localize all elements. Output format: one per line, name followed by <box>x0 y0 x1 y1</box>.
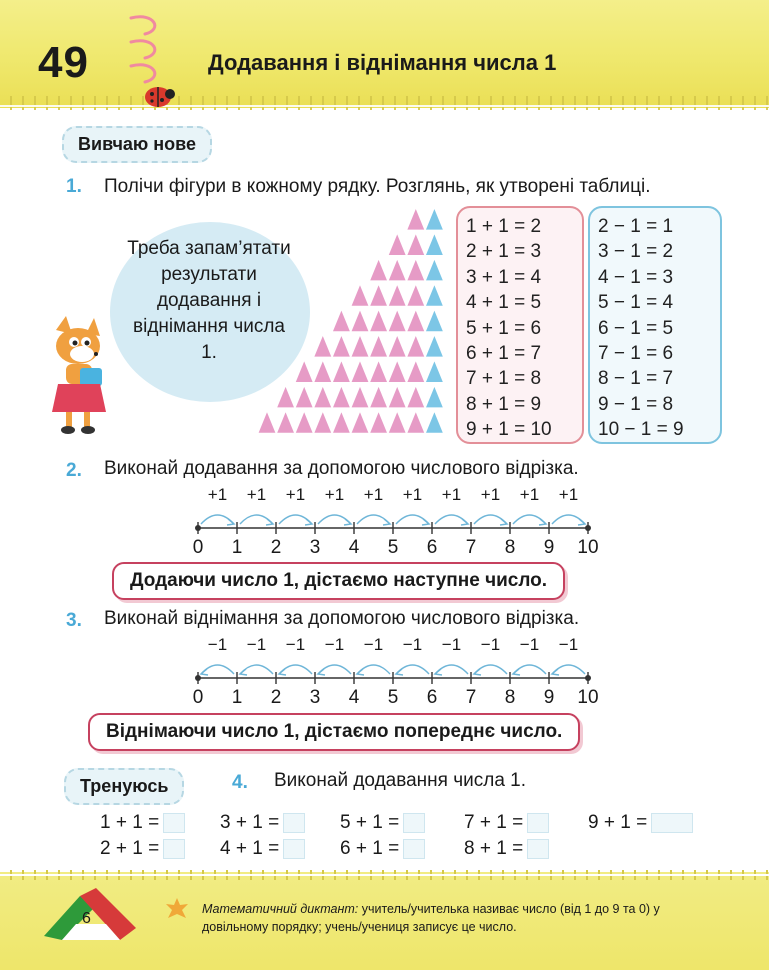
step-label: +1 <box>324 485 345 504</box>
step-label: −1 <box>558 635 579 654</box>
addition-equation: 6 + 1 = 7 <box>466 343 542 365</box>
number-line-label: 5 <box>387 687 399 706</box>
blue-triangle <box>425 411 443 433</box>
subtraction-equation: 10 − 1 = 9 <box>598 419 684 441</box>
exercise-expression: 9 + 1 = <box>588 812 648 833</box>
task-3-text: Виконай віднімання за допомогою числового відрізка. <box>104 608 580 629</box>
ladybug-icon <box>140 82 176 108</box>
pink-triangle <box>388 284 406 306</box>
exercise-item <box>588 812 693 834</box>
page-number: 6 <box>82 910 91 927</box>
lesson-number: 49 <box>38 38 89 87</box>
addition-equation: 4 + 1 = 5 <box>466 292 542 314</box>
answer-box[interactable] <box>163 813 185 833</box>
fox-character-icon <box>46 316 116 436</box>
pink-triangle <box>407 335 425 357</box>
footer-ruler <box>0 870 769 884</box>
pink-triangle <box>370 310 388 332</box>
step-label: −1 <box>363 635 384 654</box>
step-label: −1 <box>441 635 462 654</box>
leaf-icon <box>164 896 190 922</box>
pink-triangle <box>295 411 313 433</box>
pink-triangle <box>388 335 406 357</box>
step-label: −1 <box>207 635 228 654</box>
header-ruler <box>0 96 769 114</box>
pink-triangle <box>370 284 388 306</box>
step-label: +1 <box>402 485 423 504</box>
blue-triangle <box>425 233 443 255</box>
subtraction-equation: 5 − 1 = 4 <box>598 292 674 314</box>
exercise-expression: 6 + 1 = <box>340 838 400 859</box>
exercise-expression: 3 + 1 = <box>220 812 280 833</box>
subtraction-equation: 8 − 1 = 7 <box>598 368 674 390</box>
task-2-number: 2. <box>66 460 82 481</box>
number-line-label: 8 <box>504 537 516 556</box>
number-line-label: 0 <box>192 687 204 706</box>
subtraction-equation: 4 − 1 = 3 <box>598 266 674 288</box>
exercise-item <box>220 812 305 834</box>
pink-triangle <box>295 360 313 382</box>
pink-triangle <box>295 386 313 408</box>
exercise-expression: 2 + 1 = <box>100 838 160 859</box>
exercise-item <box>220 838 305 860</box>
page-title: Додавання і віднімання числа 1 <box>208 50 557 75</box>
pink-triangle <box>351 386 369 408</box>
exercise-item <box>464 838 549 860</box>
step-label: −1 <box>246 635 267 654</box>
exercise-expression: 1 + 1 = <box>100 812 160 833</box>
exercise-item <box>340 812 425 834</box>
step-label: +1 <box>363 485 384 504</box>
pink-triangle <box>332 335 350 357</box>
pink-triangle <box>351 360 369 382</box>
number-line-label: 7 <box>465 687 477 706</box>
task-1-number: 1. <box>66 176 82 197</box>
number-line-label: 5 <box>387 537 399 556</box>
pink-triangle <box>314 411 332 433</box>
number-line-label: 2 <box>270 687 282 706</box>
step-label: −1 <box>324 635 345 654</box>
answer-box[interactable] <box>283 813 305 833</box>
number-line-label: 4 <box>348 537 360 556</box>
blue-triangle <box>425 310 443 332</box>
exercise-expression: 5 + 1 = <box>340 812 400 833</box>
number-line-label: 7 <box>465 537 477 556</box>
pink-triangle <box>314 360 332 382</box>
triangle-rows <box>258 206 448 442</box>
exercise-item <box>464 812 549 834</box>
task-4-text: Виконай додавання числа 1. <box>274 770 527 791</box>
pink-triangle <box>370 259 388 281</box>
addition-equation: 3 + 1 = 4 <box>466 266 542 288</box>
pink-triangle <box>407 233 425 255</box>
subtraction-equation: 3 − 1 = 2 <box>598 241 674 263</box>
exercise-item <box>340 838 425 860</box>
pink-triangle <box>351 310 369 332</box>
pink-triangle <box>332 360 350 382</box>
number-line-label: 10 <box>577 537 599 556</box>
step-label: +1 <box>519 485 540 504</box>
pink-triangle <box>332 386 350 408</box>
number-line-label: 8 <box>504 687 516 706</box>
pink-triangle <box>332 310 350 332</box>
addition-equation: 2 + 1 = 3 <box>466 241 542 263</box>
pink-triangle <box>351 284 369 306</box>
pink-triangle <box>332 411 350 433</box>
speech-bubble-text: Треба запам’ятати результати додавання і віднімання числа 1. <box>127 238 291 363</box>
exercise-item <box>100 812 185 834</box>
answer-box[interactable] <box>283 839 305 859</box>
exercise-expression: 4 + 1 = <box>220 838 280 859</box>
number-line-label: 10 <box>577 687 599 706</box>
subtraction-equation: 6 − 1 = 5 <box>598 317 674 339</box>
step-label: +1 <box>558 485 579 504</box>
pink-triangle <box>388 411 406 433</box>
rule-addition: Додаючи число 1, дістаємо наступне число. <box>112 562 565 600</box>
number-line-label: 2 <box>270 537 282 556</box>
subtraction-equation: 9 − 1 = 8 <box>598 393 674 415</box>
answer-box[interactable] <box>527 839 549 859</box>
number-line-addition <box>180 484 600 556</box>
section-label-practice: Тренуюсь <box>64 768 184 805</box>
exercise-item <box>100 838 185 860</box>
answer-box[interactable] <box>403 813 425 833</box>
pink-triangle <box>407 259 425 281</box>
addition-equation: 9 + 1 = 10 <box>466 419 552 441</box>
rule-subtraction: Віднімаючи число 1, дістаємо попереднє число. <box>88 713 580 751</box>
pink-triangle <box>351 335 369 357</box>
footer-note-text: учитель/учителька називає число (від 1 до 9 та 0) у довільному порядку; учень/учениця записує це число. <box>202 902 660 934</box>
step-label: −1 <box>480 635 501 654</box>
blue-triangle <box>425 360 443 382</box>
pink-triangle <box>407 411 425 433</box>
task-2-text: Виконай додавання за допомогою числового відрізка. <box>104 458 579 479</box>
pink-triangle <box>370 411 388 433</box>
number-line-label: 9 <box>543 537 555 556</box>
blue-triangle <box>425 284 443 306</box>
subtraction-table <box>588 206 722 444</box>
pink-triangle <box>277 386 295 408</box>
number-line-label: 1 <box>231 537 243 556</box>
number-line-label: 3 <box>309 687 321 706</box>
step-label: +1 <box>285 485 306 504</box>
answer-box[interactable] <box>163 839 185 859</box>
blue-triangle <box>425 335 443 357</box>
footer-note <box>202 900 722 936</box>
pink-triangle <box>370 335 388 357</box>
pink-triangle <box>407 208 425 230</box>
task-3-number: 3. <box>66 610 82 631</box>
step-label: −1 <box>519 635 540 654</box>
answer-box[interactable] <box>403 839 425 859</box>
number-line-subtraction <box>180 634 600 706</box>
pink-triangle <box>388 310 406 332</box>
pink-triangle <box>277 411 295 433</box>
pink-triangle <box>314 335 332 357</box>
step-label: +1 <box>480 485 501 504</box>
addition-table <box>456 206 584 444</box>
pink-triangle <box>407 360 425 382</box>
number-line-label: 1 <box>231 687 243 706</box>
task-4-number: 4. <box>232 772 248 793</box>
pink-triangle <box>258 411 276 433</box>
pink-triangle <box>388 360 406 382</box>
number-line-label: 6 <box>426 687 438 706</box>
number-line-label: 4 <box>348 687 360 706</box>
pink-triangle <box>407 386 425 408</box>
subtraction-equation: 7 − 1 = 6 <box>598 343 674 365</box>
pink-triangle <box>407 310 425 332</box>
footer-note-label: Математичний диктант: <box>202 902 359 916</box>
hooks-icon <box>125 12 169 92</box>
addition-equation: 7 + 1 = 8 <box>466 368 542 390</box>
pink-triangle <box>370 386 388 408</box>
number-line-label: 6 <box>426 537 438 556</box>
pink-triangle <box>370 360 388 382</box>
addition-equation: 5 + 1 = 6 <box>466 317 542 339</box>
blue-triangle <box>425 208 443 230</box>
addition-equation: 8 + 1 = 9 <box>466 393 542 415</box>
step-label: +1 <box>246 485 267 504</box>
number-line-label: 0 <box>192 537 204 556</box>
step-label: +1 <box>441 485 462 504</box>
pink-triangle <box>351 411 369 433</box>
pink-triangle <box>388 259 406 281</box>
addition-equation: 1 + 1 = 2 <box>466 216 542 237</box>
pink-triangle <box>314 386 332 408</box>
step-label: −1 <box>285 635 306 654</box>
answer-box[interactable] <box>651 813 693 833</box>
answer-box[interactable] <box>527 813 549 833</box>
task-1-text: Полічи фігури в кожному рядку. Розглянь, як утворені таблиці. <box>104 176 651 197</box>
number-line-label: 3 <box>309 537 321 556</box>
step-label: +1 <box>207 485 228 504</box>
number-line-label: 9 <box>543 687 555 706</box>
subtraction-equation: 2 − 1 = 1 <box>598 216 674 237</box>
blue-triangle <box>425 259 443 281</box>
exercise-expression: 8 + 1 = <box>464 838 524 859</box>
step-label: −1 <box>402 635 423 654</box>
pink-triangle <box>407 284 425 306</box>
blue-triangle <box>425 386 443 408</box>
section-label-learn: Вивчаю нове <box>62 126 212 163</box>
exercise-expression: 7 + 1 = <box>464 812 524 833</box>
pink-triangle <box>388 233 406 255</box>
pink-triangle <box>388 386 406 408</box>
